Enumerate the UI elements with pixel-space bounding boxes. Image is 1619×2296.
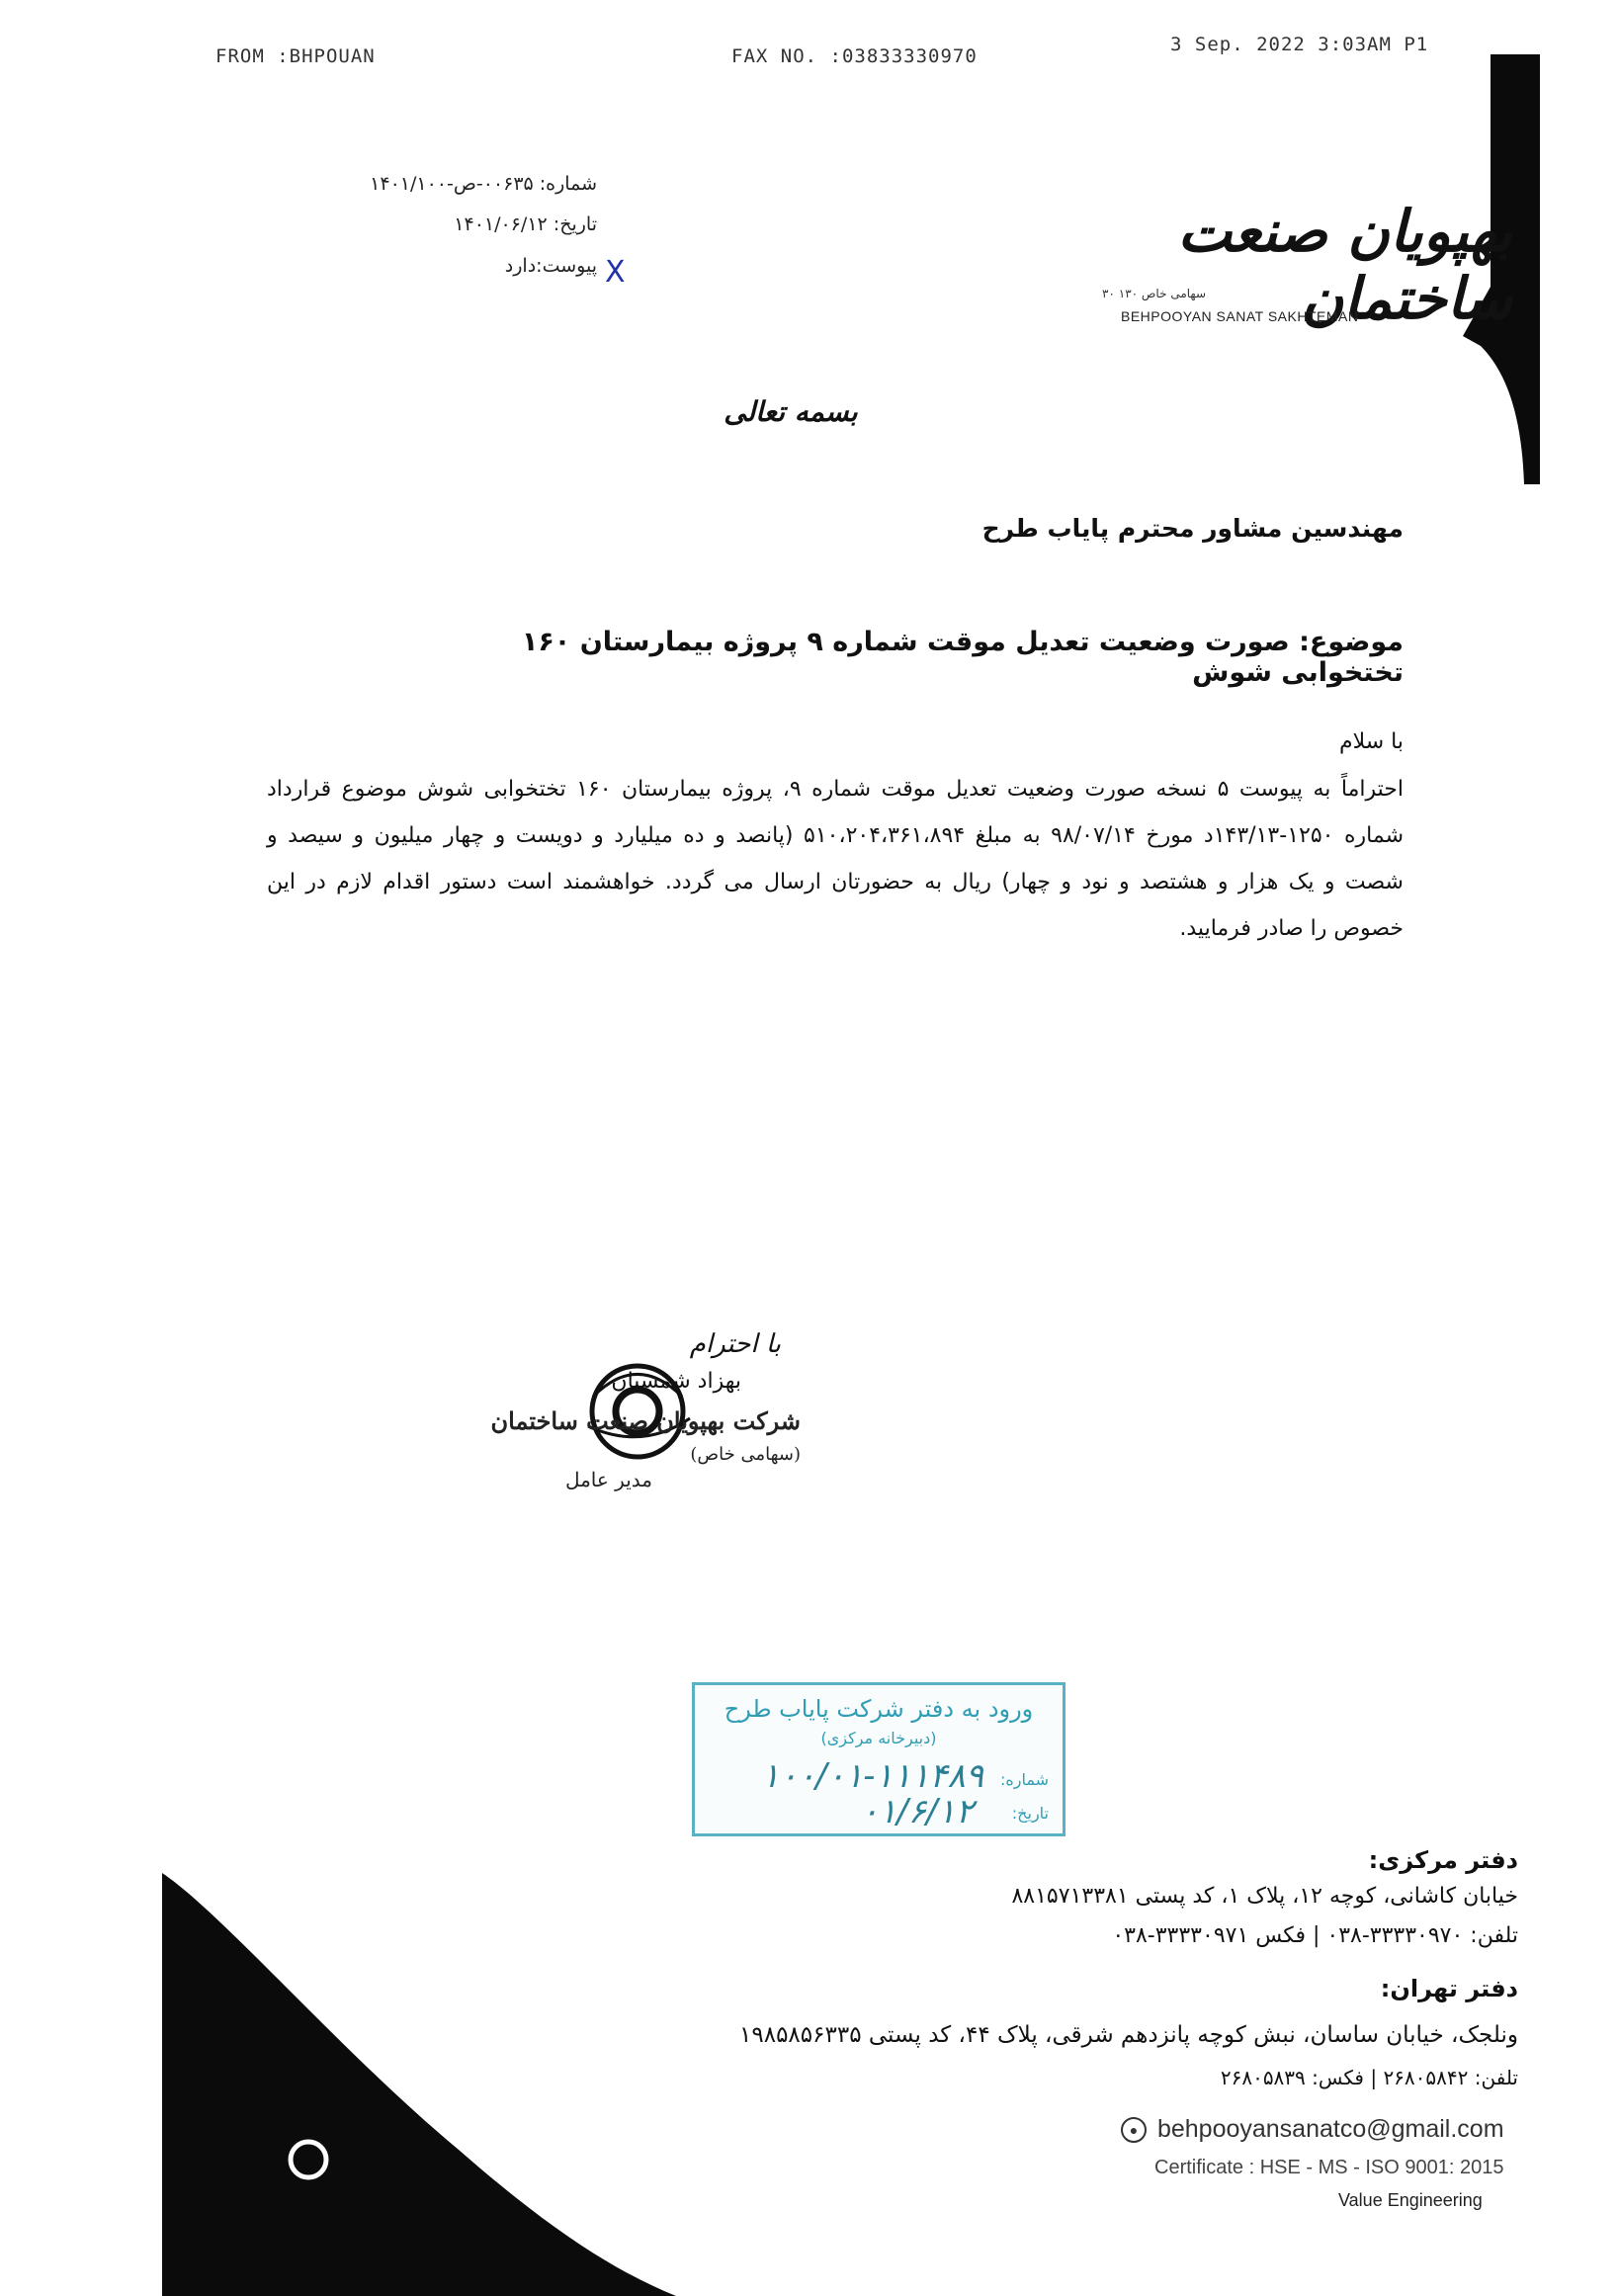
letter-date: تاریخ: ۱۴۰۱/۰۶/۱۲ — [454, 213, 597, 235]
signature-block — [465, 1329, 801, 1512]
greeting: با سلام — [1338, 729, 1404, 754]
signer-name: بهزاد شمسیان — [611, 1369, 741, 1394]
letter-subject: موضوع: صورت وضعیت تعدیل موقت شماره ۹ پروژه بیمارستان ۱۶۰ تختخوابی شوش — [521, 627, 1404, 688]
fax-from: FROM :BHPOUAN — [215, 45, 376, 67]
central-office-address: خیابان کاشانی، کوچه ۱۲، پلاک ۱، کد پستی ۸۸۱۵۷۱۳۳۸۱ — [1011, 1884, 1518, 1909]
company-email[interactable]: behpooyansanatco@gmail.com — [1156, 2115, 1504, 2143]
received-stamp-title: ورود به دفتر شرکت پایاب طرح — [724, 1695, 1034, 1723]
certificate-text: Certificate : HSE - MS - ISO 9001: 2015 — [1154, 2157, 1504, 2178]
fax-number: FAX NO. :03833330970 — [731, 45, 978, 67]
company-logo-text: بهپویان صنعت ساختمان — [1177, 198, 1512, 332]
received-stamp-subtitle: (دبیرخانه مرکزی) — [820, 1729, 937, 1747]
received-date-value: ۰۱/۶/۱۲ — [860, 1792, 974, 1831]
received-date-label: تاریخ: — [1011, 1804, 1049, 1823]
company-stamp-text: شرکت بهپویان صنعت ساختمان — [490, 1406, 801, 1435]
fax-datetime: 3 Sep. 2022 3:03AM P1 — [1170, 34, 1429, 55]
company-name-en: BEHPOOYAN SANAT SAKHTEMAN — [1121, 308, 1359, 324]
central-office-phone: تلفن: ۳۳۳۳۰۹۷۰-۰۳۸ | فکس ۳۳۳۳۰۹۷۱-۰۳۸ — [1112, 1923, 1518, 1948]
letter-body: احتراماً به پیوست ۵ نسخه صورت وضعیت تعدیل موقت شماره ۹، پروژه بیمارستان ۱۶۰ تختخوابی شوش موضوع قرارداد شماره ۱۲۵۰-۱۴۳/۱۳د مورخ ۹۸/۰۷/۱۴ به مبلغ ۵۱۰،۲۰۴،۳۶۱،۸۹۴ (پانصد و ده میلیارد و دویست و چهار میلیون و سیصد و شصت و یک هزار و هشتصد و نود و چهار) ریال به حضورتان ارسال می گردد. خواهشمند است دستور اقدام لازم در این خصوص را صادر فرمایید. — [267, 777, 1405, 941]
value-engineering-text: Value Engineering — [1338, 2190, 1483, 2210]
received-number-label: شماره: — [999, 1770, 1049, 1789]
signer-role: مدیر عامل — [564, 1468, 652, 1491]
letter-number: شماره: ۰۰۶۳۵-ص-۱۴۰۱/۱۰۰ — [370, 173, 597, 195]
closing-text: با احترام — [689, 1329, 781, 1359]
at-sign-icon: ● — [1121, 2117, 1147, 2143]
addressee: مهندسین مشاور محترم پایاب طرح — [981, 514, 1404, 543]
tehran-office-phone: تلفن: ۲۶۸۰۵۸۴۲ | فکس: ۲۶۸۰۵۸۳۹ — [1220, 2066, 1518, 2089]
bismillah-heading: بسمه تعالی — [724, 395, 858, 428]
central-office-title: دفتر مرکزی: — [1368, 1846, 1518, 1874]
received-stamp — [692, 1682, 1065, 1836]
received-number-value: ۱۰۰/۰۱-۱۱۱۴۸۹ — [761, 1756, 983, 1796]
tehran-office-address: ونلجک، خیابان ساسان، نبش کوچه پانزدهم شرقی، پلاک ۴۴، کد پستی ۱۹۸۵۸۵۶۳۳۵ — [739, 2022, 1518, 2048]
attachment-check-mark: X — [605, 255, 626, 290]
tehran-office-title: دفتر تهران: — [1380, 1975, 1518, 2002]
email-row — [1121, 2115, 1504, 2144]
letter-attachment: پیوست:دارد — [504, 255, 597, 277]
company-stamp-sub: (سهامی خاص) — [690, 1444, 801, 1465]
footer-corner-graphic — [162, 1873, 676, 2296]
company-registration: سهامی خاص ۱۳۰ ۳۰ — [1102, 287, 1206, 300]
